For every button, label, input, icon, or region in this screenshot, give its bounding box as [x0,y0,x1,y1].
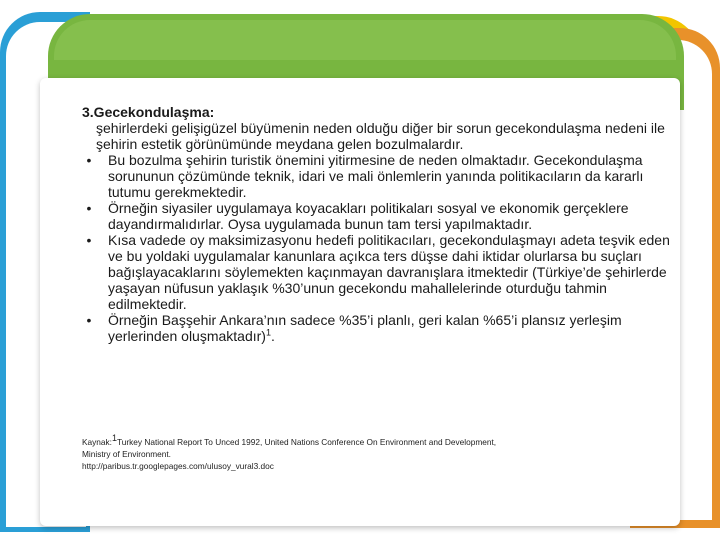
bullet-marker: • [86,200,92,216]
bullet-item [82,152,670,200]
source-line-3: http://paribus.tr.googlepages.com/ulusoy_vural3.doc [82,461,274,471]
source-citation [82,433,642,472]
bullet-marker: • [86,152,92,168]
source-line-1 [82,433,642,448]
bullet-text: Bu bozulma şehirin turistik önemini yitirmesine de neden olmaktadır. Gecekondulaşma sorununun çözümünde teknik, idari ve mali önlemlerin yanında politikacıların da kararlı tutumu gerekmektedir. [108,152,644,200]
source-footnote-marker: 1 [111,433,117,444]
bullet-marker: • [86,232,92,248]
bullet-list [82,152,670,344]
slide-header-shine [54,20,676,60]
footnote-marker: 1 [265,327,271,338]
slide-body [82,104,670,344]
bullet-text: Örneğin siyasiler uygulamaya koyacakları politikaları sosyal ve ekonomik gerçeklere dayandırmalıdırlar. Oysa uygulamada bunun tam tersi yapılmaktadır. [108,200,629,232]
source-label: Kaynak: [82,437,112,447]
bullet-item [82,200,670,232]
slide-title: 3.Gecekondulaşma: [82,104,215,120]
source-line-2: Ministry of Environment. [82,449,171,459]
bullet-text: Kısa vadede oy maksimizasyonu hedefi politikacıları, gecekondulaşmayı adeta teşvik eden ve bu yoldaki uygulamalar kanunlara açıkca ters düşse dahi iktidar olurlarsa bu suçları bağışlayacaklarını söylemekten kaçınmayan davranışlara itmektedir (Türkiye’de şehirlerde yaşayan nüfusun yaklaşık %30’unun gecekondu mahallelerinde oturduğu tahmin edilmektedir. [108,232,670,312]
intro-paragraph: şehirlerdeki gelişigüzel büyümenin neden olduğu diğer bir sorun gecekondulaşma nedeni ile şehirin estetik görünümünde meydana gelen bozulmalardır. [96,120,665,152]
bullet-end: . [270,328,275,344]
source-text-1: Turkey National Report To Unced 1992, United Nations Conference On Environment and Development, [117,437,497,447]
bullet-marker: • [86,312,92,328]
bullet-text: Örneğin Başşehir Ankara’nın sadece %35’i planlı, geri kalan %65’i plansız yerleşim yerlerinden oluşmaktadır) [108,312,622,344]
bullet-item [82,312,670,344]
bullet-item [82,232,670,312]
